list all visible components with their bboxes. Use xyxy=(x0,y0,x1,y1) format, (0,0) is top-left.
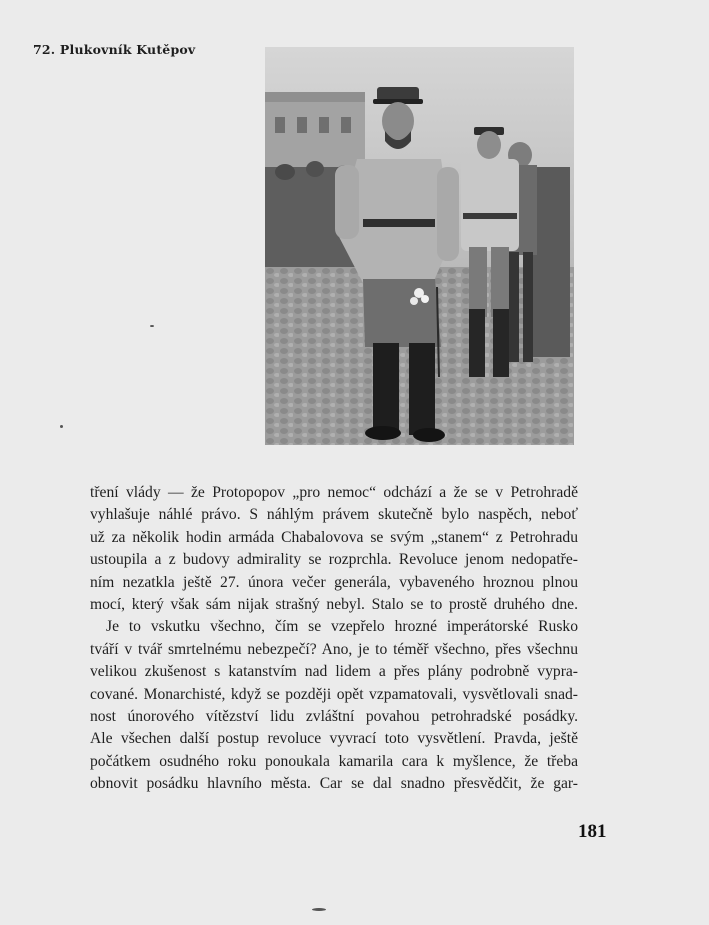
text-line: tření vlády — že Protopopov „pro nemoc“ odchází a že se v Petrohradě xyxy=(90,484,578,501)
photo-illustration xyxy=(265,47,574,445)
body-text xyxy=(90,482,578,795)
scan-speck xyxy=(312,908,326,911)
scan-speck xyxy=(60,425,63,428)
text-line: tváří v tvář smrtelnému nebezpečí? Ano, je to téměř všechno, přes všechnu xyxy=(90,640,578,658)
text-line: cované. Monarchisté, když se později opět vzpamatovali, vysvětlovali snad- xyxy=(90,685,578,703)
text-line: počátkem osudného roku ponoukala kamarila cara k myšlence, že třeba xyxy=(90,752,578,770)
figure-caption: 72. Plukovník Kutěpov xyxy=(33,42,196,57)
text-line: Ale všechen další postup revoluce vyvrací toto vysvětlení. Pravda, ještě xyxy=(90,730,578,748)
text-line: nost únorového vítězství lidu zvláštní povahou petrohradské posádky. xyxy=(90,707,578,725)
text-line: obnovit posádku hlavního města. Car se dal snadno přesvědčit, že gar- xyxy=(90,775,578,793)
text-line: už za několik hodin armáda Chabalovova se svým „stanem“ z Petrohradu xyxy=(90,528,578,546)
scan-speck xyxy=(150,325,154,327)
text-line: vyhlašuje náhlé právo. S náhlým právem skutečně bylo naspěch, neboť xyxy=(90,506,578,524)
text-line: ním nezatkla ještě 27. února večer generála, vybaveného hroznou plnou xyxy=(90,573,578,591)
text-line: mocí, který však sám nijak strašný nebyl. Stalo se to prostě druhého dne. xyxy=(90,595,578,613)
text-line: velikou zkušenost s katanstvím nad lidem a přes plány podrobně vypra- xyxy=(90,663,578,681)
photo-kutepov xyxy=(265,47,574,445)
text-line: Je to vskutku všechno, čím se vzepřelo hrozné imperátorské Rusko xyxy=(106,618,578,636)
page-number: 181 xyxy=(578,821,607,842)
text-line: ustoupila a z budovy admirality se rozprchla. Revoluce jenom nedopatře- xyxy=(90,551,578,569)
